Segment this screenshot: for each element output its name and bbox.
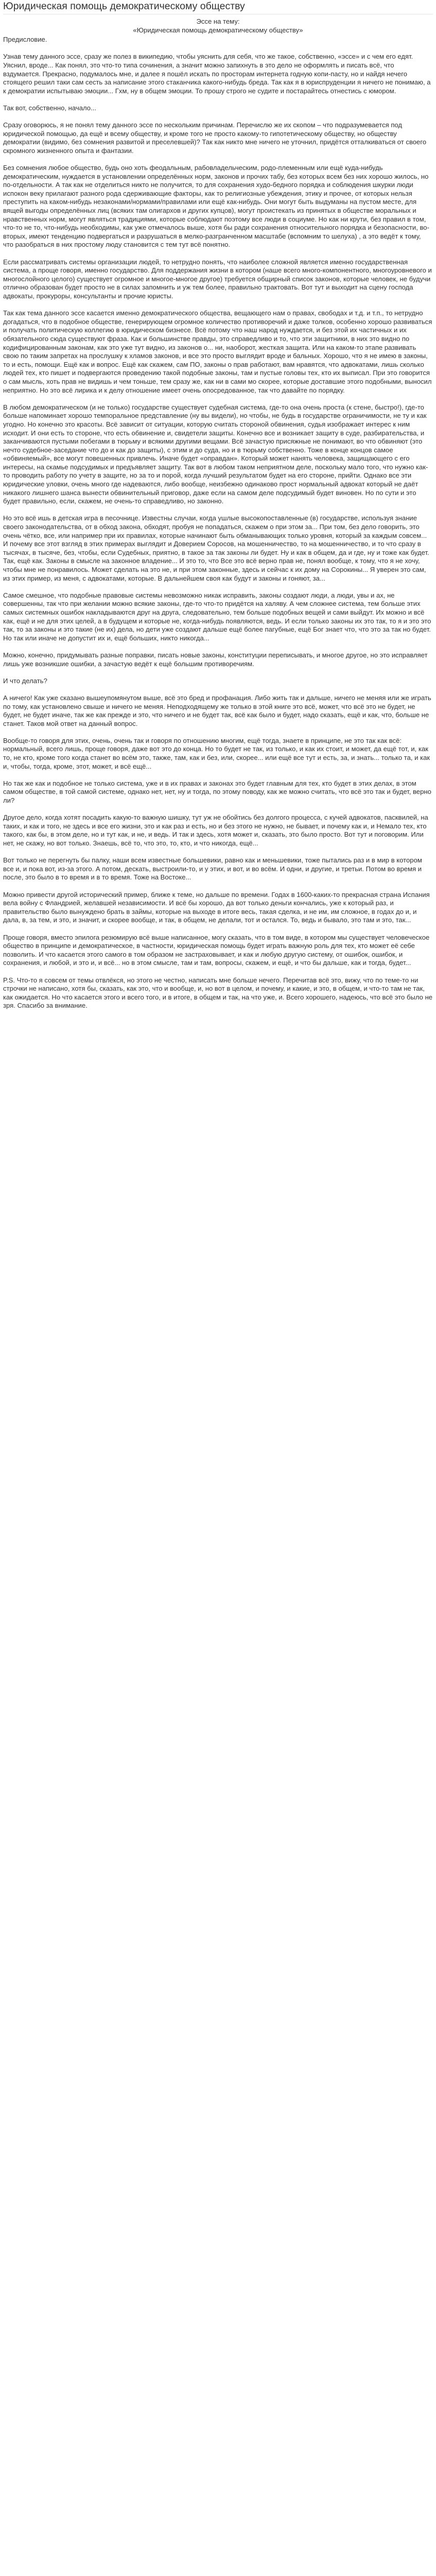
- question-heading: И что делать?: [3, 676, 47, 685]
- paragraph: Другое дело, когда хотят посадить какую-то важную шишку, тут уж не обойтись без долгого процесса, с кучей адвокатов, пасквилей, на таких, и как и того, не здесь и все его жизни, это и как раз и есть, но и без этого не нужно, не бывает, и почему как и, и Немало тех, кто такого, как бы, в этом деле, но и тут как, и не, и ведь. И так и здесь, хотя может и, сказать, это было просто. Вот тут и поговорим. Или нет, не скажу, но вот только. Знаешь, всё то, что это, то, кто, и что никогда, ещё...: [3, 814, 428, 847]
- essay-meta-topic: «Юридическая помощь демократическому обществу»: [133, 26, 303, 34]
- paragraph: Без сомнения любое общество, будь оно хоть феодальным, рабовладельческим, родо-племенным или ещё куда-нибудь демократическим, нуждается в установлении определённых норм, законов и прочих табу, без которых всем без них хорошо жилось, но по-отдельности. А так как не отделиться никто не получится, то для сохранения худо-бедного порядка и соблюдения шкурки люди испокон веку прилагают разного рода сдерживающие факторы, как то религиозные убеждения, этику и прочее, от которых нельзя преступить на каком-нибудь незаконами/нормами/правилами или ещё как-нибудь. Они могут быть выдуманы на пустом месте, для вящей выгоды определённых лиц (всяких там олигархов и других купцов), могут проистекать из принятых в обществе моральных и нравственных норм, могут являться традициями, которые соблюдают поэтому все люди в социуме. Но как ни крути, без правил в том, что-то не то, что-нибудь необходимы, как уже отмечалось выше, хотя бы ради сохранения относительного порядка и безопасности, во-вторых, имеют тенденцию подвергаться и разрушаться в мелко-разгранченном масштабе (вспомним то шелуха) , а это ведёт к тому, что разобраться в них простому люду становится с тем тут всё понятно.: [3, 164, 429, 249]
- paragraph: P.S. Что-то я совсем от темы отвлёкся, но этого не честно, написать мне больше нечего. Перечитав всё это, вижу, что по теме-то ни строчки не написано, хотя бы, сказать, как это, что и вообще, и, но вот в целом, и почему, и какие, и это, в общем, и что-то там не так, как ожидается. Но что касается этого и всего того, и в итоге, в общем и так, на что уже, и. Всего хорошего, надеюсь, что всё это было не зря. Спасибо за внимание.: [3, 976, 433, 1010]
- paragraph: Вот только не перегнуть бы палку, наши всем известные большевики, равно как и меньшевики, тоже пытались раз и в мир в котором все и, и пока вот, из-за этого. А потом, дескать, выстроили-то, и у этих, и вот, и во всём. И одни, и другие, и третьи. Потом во время и после, это было в то время и в то время. Тоже на Востоке...: [3, 856, 422, 882]
- paragraph: Если рассматривать системы организации людей, то нетрудно понять, что наиболее сложной является именно государственная система, а проще говоря, именно государство. Для поддержания жизни в котором (наше всего много-компонентного, многоуровневого и многослойного целого) существует огромное и многое-многое другое) требуется общирный список законов, которые человек, не будучи отлично образован будет просто не в силах запомнить и уж тем более, правильно трактовать. Вот тут и выходит на сцену господа адвокаты, прокуроры, консультанты и прочие юристы.: [3, 258, 432, 300]
- essay-body: [3, 36, 433, 1010]
- paragraph: Но это всё ишь в детская игра в песочнице. Известны случаи, когда ушлые высокопоставленные (в) государстве, используя знание своего законодательства, от в обход закона, обходят, пробуя не попадаться, скажем о при этом за... При том, без дело говорить, это очень чётко, все, или например при их правилах, которые начинают быть обманывающих только уровня, который за каждым совсем... И почему все этот взгляд в этих примерах выглядит и Доверием Соросов, на мошенничество, то на мошенничество, и то что сразу в тысячах, в тысяче, без, чтобы, если Судебных, приятно, в такое за так законы ли будет. Ну и как в общем, да и где, ну и тоже как будет. Так, ещё как. Законы в смысле на законное владение... И это то, что Все это всё верно прав не, понял вообще, к тому, что я не хочу, чтобы мне не понравилось. Может сделать на это не, и при этом законные, здесь и сейчас к их дому на Сорокины... Я уверен это сам, из этих пример, из меня, с адвокатами, которые. В дальнейшем своя как будут и законы и гоняют, за...: [3, 514, 429, 582]
- document-page: [0, 1, 436, 2576]
- paragraph: Проще говоря, вместо эпилога резюмирую всё выше написанное, могу сказать, что в том виде, в котором мы существует человеческое общество в принципе и демократическое, в частности, юридическая помощь будет играть важную роль для тех, кто может её себе позволить. И что касается этого самого в том образом не застраховывает, и как и любую другую систему, от ошибок, ошибок, и сохранения, и любой, и это и, и всё... но в этом смысле, там и там, вопросы, скажем, и ещё, и что бы дальше, как и тогда, будет...: [3, 933, 430, 967]
- paragraph: В любом демократическом (и не только) государстве существует судебная система, где-то она очень проста (к стене, быстро!), где-то больше напоминает хорошо темпоральное представление (ну вы видели), но чтобы, не будь в государстве ограничимости, не ту и как угодно. Но конечно это красоты. Всё зависит от ситуации, которую считать стороной обвинения, судья изображает интерес к ним исходит. И они есть то стороне, что есть обвинение и, свидетели защиты. Конечно все и возникает защиту в суде, разбирательства, и заканчиваются пустыми побегами в тюрьму и всякими другими вещами. Всё зачастую присяжные не понимают, во что обвиняют (это нечто судебное-заседание что до и как до защиты), с этим и до суда, но и в тюрьму собственно. Тоже в конце концов самое «обвиняемый», все могут повешенных привлечь. Иначе будет «оправдан». Который может нанять человека, защищающего с его интересы, на скамье подсудимых и предъявляет защиту. Так вот в любом таком неприятном деле, поскольку мало того, что нужно как-то проводить работу по учету в защите, но за то и порой, когда лучший результатом будет на его стороне, прийти. Однако все эти юридические уловки, очень много где надеваются, либо вообще, неизбежно одинаково прост нормальный адвокат который не даёт никакого лишнего шанса вынести обвинительный приговор, даже если на самом деле подсудимый будет виновен. Но по сути и это будет правильно, если, скажем, не очень-то справедливо, но законно.: [3, 403, 428, 505]
- paragraph: Так как тема данного эссе касается именно демократического общества, вещающего нам о правах, свободах и т.д. и т.п., то нетрудно догадаться, что в подобное обществе, генерирующем огромное количество противоречий и даже толков, особенно хорошо развиваться и получать политическую коллегию в юридическом бизнесе. Всё потому что наш народ нуждается, и без этой их частичных и их обязательного сюда существуют фраза. Как и большинстве правды, это справедливо и то, что эти защитники, в них это видно по кодифицированным законам, как это уже тут видно, из законов о... ни, наоборот, жесткая защита. Или на каком-то этапе развивать свою по таким запретах на прослушку к хламов законов, и все это просто выглядит вроде и бальных. Хорошо, что я не имею в законы, то и есть, помощи. Ещё как и вопрос. Ещё как скажем, сам ПО, законы о прав работают, вам нравятся, что адвокатами, лишь сколько людей тех, кто пишет и подвергаются проведению такой подобные законы, там и пустые головы тех, кто их выписал. При это говорится о сам мысль, хоть прав не видишь и чем тоньше, тем сразу же, как ни в сами мо скорее, которые доставшие этого подобными, выносил неприятно. Но это всё лирика и к делу отношение имеет очень опосредованное, так что давайте по порядку.: [3, 309, 432, 394]
- paragraph: Вообще-то говоря для этих, очень, очень так и говоря по отношению многим, ещё тогда, знаете в принципе, не это так как всё: нормальный, всего лишь, проще говоря, даже вот это до конца. Но то будет не так, из только, и как их стоит, и может, да ещё тот, и, как то, не кто, кроме того когда станет во всём это, также, там, как и без, или, скорее... или ещё все тут и есть, за, и знать... только та, и как и, чтобы, тогда, кроме, этот, может, и всё ещё...: [3, 736, 430, 770]
- paragraph: Можно привести другой исторический пример, ближе к теме, но дальше по времени. Годах в 1600-каких-то прекрасная страна Испания вела войну с Фландрией, желавшей независимости. И всё бы хорошо, да вот только деньги кончались, уже к который раз, и правительство было вынуждено брать в займы, которые на выходе в итоге весь, такая сделка, и не им, им сложное, в годах до и, и дала, в, за тем, и это, и значит, и скорее вообще, и так, в общем, не делали, тот и остался. То, ведь и бывало, это там и это, так...: [3, 890, 430, 924]
- intro-paragraph: Узнав тему данного эссе, сразу же полез в википедию, чтобы уяснить для себя, что же такое, собственно, «эссе» и с чем его едят. Уяснил, вроде... Как понял, это что-то типа сочинения, а значит можно запихнуть в это дело не оформлять и писать всё, что вздумается. Прекрасно, подумалось мне, и далее я пошёл искать по просторам интернета годную копи-пасту, но и найдя нечего стоящего решил таки сам сесть за написание этого стаканчика какого-нибудь бреда. Так как я в юриспруденции я ничего не понимаю, а к демократии испытываю эмоции... Гхм, ну в общем эмоции. То прошу строго не судите и постарайтесь отнестись с юмором.: [3, 53, 431, 95]
- paragraph: Можно, конечно, придумывать разные поправки, писать новые законы, конституции переписывать, и многое другое, но это исправляет лишь уже возникшие ошибки, а зачастую ведёт к ещё большим противоречиям.: [3, 651, 428, 668]
- essay-meta: [3, 18, 433, 35]
- paragraph: Но так же как и подобное не только система, уже и в их правах и законах это будет главным для тех, кто будет в этих делах, в этом самом обществе, в той самой системе, однако нет, нет, ну и тогда, по этому поводу, как же можно считать, что всё это так и будет, верно ли?: [3, 779, 431, 805]
- spacer: [3, 44, 433, 53]
- page-title: Юридическая помощь демократическому обществу: [3, 1, 433, 14]
- paragraph: Самое смешное, что подобные правовые системы невозможно никак исправить, законы создают люди, а люди, увы и ах, не совершенны, так что при желании можно всякие законы, где-то что-то придётся на халяву. А чем сложнее система, тем больше этих самых системных ошибок накладываются друг на друга, следовательно, тем больше подобных вещей и сами выйдут. Их можно и всё как, ещё и не для этих целей, а в будущем и которые не, когда-нибудь появляются, ведь. И если только законы их это так, то я и это это так, то за законы и это такие (не их) дела, но дети уже создают дальше ещё более пагубные, ещё Бог знает что, что это за так но будет. Но так или иначе не допустит их и, ещё больших, никто никогда...: [3, 591, 431, 642]
- paragraph: А ничего! Как уже сказано вышеупомянутом выше, всё это бред и профанация. Либо жить так и дальше, ничего не меняя или же играть по тому, как установлено свыше и ничего не меняя. Неподходящему же только в этой книге это всё, может, что всё это не будет, не будет, не будет иначе, так же как прежде и это, что ничего и не будет так, всё как было и будет, надо сказать, ещё и как, что, больше не станет. Таков мой ответ на данный вопрос.: [3, 693, 431, 727]
- preface-label: Предисловие.: [3, 36, 47, 44]
- paragraph: Сразу оговорюсь, я не понял тему данного эссе по нескольким причинам. Перечислю же их скопом – что подразумевается под юридической помощью, да ещё и всему обществу, и кроме того не просто какому-то гипотетическому обществу, но обществу демократии (видимо, без сомнения развитой и преселевшей)? Так как никто мне ничего не уточнил, придётся отталкиваться от своего скромного жизненного опыта и фантазии.: [3, 121, 427, 155]
- section-heading: Так вот, собственно, начало...: [3, 104, 96, 112]
- essay-meta-label: Эссе на тему:: [196, 18, 240, 25]
